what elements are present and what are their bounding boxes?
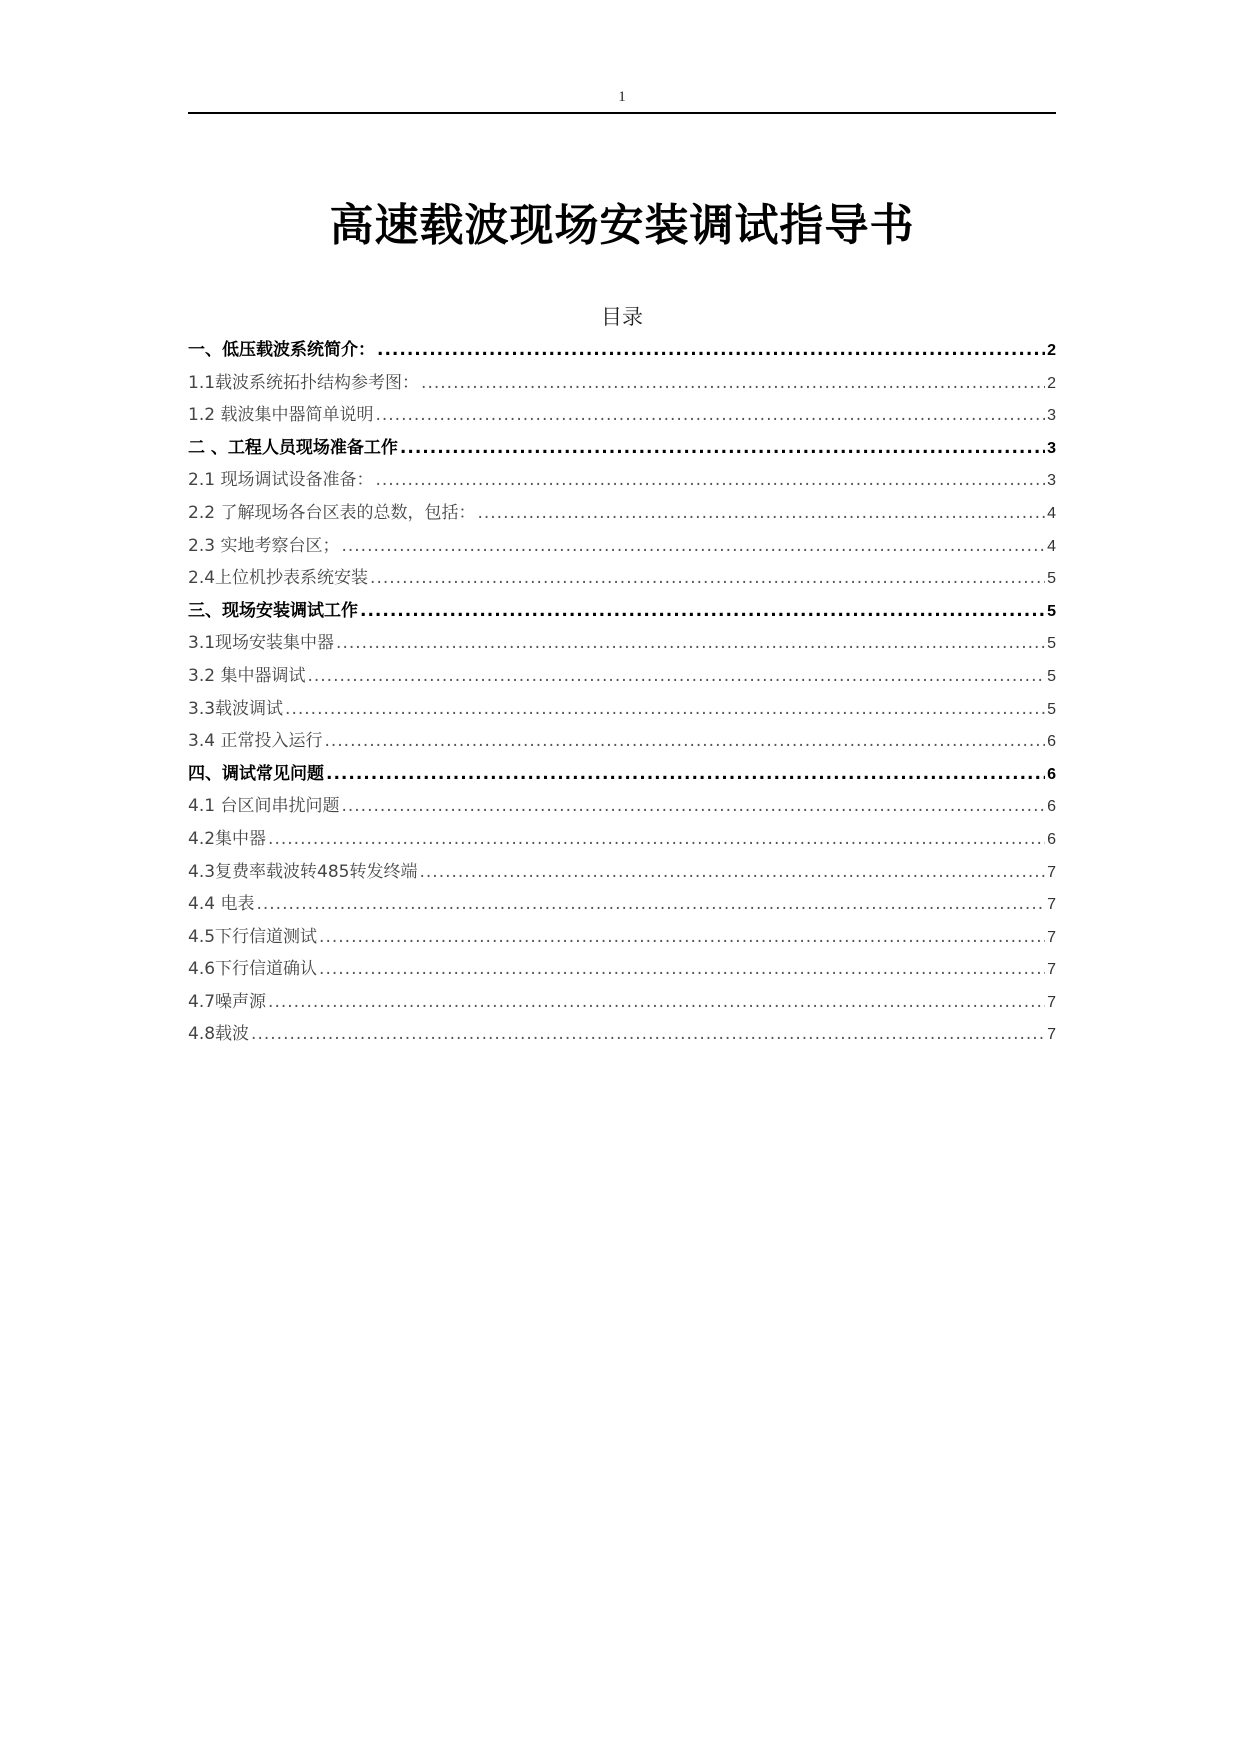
toc-entry[interactable] [188, 367, 1056, 400]
toc-entry-title: 3.4 正常投入运行 [188, 731, 323, 752]
toc-dot-leader [336, 627, 1045, 660]
toc-entry-title: 3.3载波调试 [188, 698, 284, 719]
toc-dot-leader [251, 1018, 1045, 1051]
toc-dot-leader [477, 497, 1045, 530]
toc-entry-title: 2.2 了解现场各台区表的总数，包括： [188, 502, 476, 523]
toc-entry[interactable] [188, 497, 1056, 530]
toc-dot-leader [375, 464, 1045, 497]
toc-entry[interactable] [188, 888, 1056, 921]
toc-entry[interactable] [188, 595, 1056, 628]
toc-entry-title: 1.1载波系统拓扑结构参考图： [188, 372, 420, 393]
toc-entry-page-number: 4 [1047, 537, 1056, 555]
toc-entry[interactable] [188, 725, 1056, 758]
toc-entry[interactable] [188, 562, 1056, 595]
toc-entry-title: 4.2集中器 [188, 828, 267, 849]
toc-entry-title: 4.3复费率载波转485转发终端 [188, 861, 418, 882]
toc-entry[interactable] [188, 758, 1056, 791]
toc-entry[interactable] [188, 986, 1056, 1019]
toc-entry-page-number: 5 [1047, 700, 1056, 718]
toc-dot-leader [307, 660, 1045, 693]
toc-entry-page-number: 5 [1047, 602, 1056, 620]
toc-dot-leader [268, 986, 1045, 1019]
toc-entry-title: 3.1现场安装集中器 [188, 633, 335, 654]
toc-entry-title: 2.4上位机抄表系统安装 [188, 568, 369, 589]
toc-entry[interactable] [188, 790, 1056, 823]
toc-entry-page-number: 7 [1047, 928, 1056, 946]
toc-entry[interactable] [188, 921, 1056, 954]
toc-dot-leader [285, 693, 1045, 726]
toc-entry-page-number: 5 [1047, 667, 1056, 685]
document-title: 高速载波现场安装调试指导书 [329, 200, 915, 251]
toc-entry[interactable] [188, 1018, 1056, 1051]
toc-dot-leader [419, 856, 1045, 889]
toc-entry-title: 4.7噪声源 [188, 991, 267, 1012]
toc-entry[interactable] [188, 432, 1056, 465]
toc-entry-title: 2.1 现场调试设备准备： [188, 470, 374, 491]
toc-entry-page-number: 5 [1047, 570, 1056, 588]
toc-entry-title: 4.8载波 [188, 1024, 250, 1045]
toc-entry-page-number: 4 [1047, 504, 1056, 522]
toc-dot-leader [341, 790, 1045, 823]
toc-entry-page-number: 7 [1047, 1026, 1056, 1044]
toc-entry-page-number: 3 [1047, 439, 1056, 457]
toc-entry-title: 2.3 实地考察台区； [188, 535, 340, 556]
toc-dot-leader [360, 595, 1045, 628]
page-number: 1 [618, 89, 626, 105]
toc-dot-leader [375, 399, 1045, 432]
table-of-contents [188, 334, 1056, 1051]
toc-entry-title: 4.4 电表 [188, 894, 255, 915]
toc-entry-page-number: 7 [1047, 896, 1056, 914]
toc-dot-leader [319, 953, 1045, 986]
toc-entry-page-number: 3 [1047, 407, 1056, 425]
toc-entry[interactable] [188, 693, 1056, 726]
toc-entry-title: 二 、工程人员现场准备工作 [188, 437, 398, 458]
toc-dot-leader [370, 562, 1045, 595]
toc-dot-leader [421, 367, 1045, 400]
toc-dot-leader [341, 530, 1045, 563]
toc-entry-page-number: 2 [1047, 374, 1056, 392]
toc-dot-leader [256, 888, 1045, 921]
toc-entry[interactable] [188, 334, 1056, 367]
toc-entry[interactable] [188, 856, 1056, 889]
toc-entry-page-number: 7 [1047, 961, 1056, 979]
toc-dot-leader [377, 334, 1045, 367]
toc-dot-leader [326, 758, 1045, 791]
toc-entry-title: 4.6下行信道确认 [188, 959, 318, 980]
toc-entry[interactable] [188, 530, 1056, 563]
toc-entry-title: 三、现场安装调试工作 [188, 600, 358, 621]
toc-entry-page-number: 6 [1047, 765, 1056, 783]
toc-entry-page-number: 5 [1047, 635, 1056, 653]
toc-entry-title: 4.5下行信道测试 [188, 926, 318, 947]
toc-entry-page-number: 7 [1047, 863, 1056, 881]
toc-entry[interactable] [188, 953, 1056, 986]
toc-entry-title: 4.1 台区间串扰问题 [188, 796, 340, 817]
toc-dot-leader [400, 432, 1045, 465]
toc-entry-page-number: 6 [1047, 798, 1056, 816]
toc-entry-page-number: 6 [1047, 830, 1056, 848]
toc-dot-leader [324, 725, 1045, 758]
toc-entry-page-number: 6 [1047, 733, 1056, 751]
toc-entry[interactable] [188, 399, 1056, 432]
toc-entry[interactable] [188, 464, 1056, 497]
toc-entry[interactable] [188, 823, 1056, 856]
toc-entry-title: 3.2 集中器调试 [188, 665, 306, 686]
toc-entry[interactable] [188, 660, 1056, 693]
toc-entry-title: 一、低压载波系统简介： [188, 340, 375, 360]
toc-entry-title: 1.2 载波集中器简单说明 [188, 405, 374, 426]
toc-dot-leader [268, 823, 1045, 856]
toc-entry-page-number: 3 [1047, 472, 1056, 490]
toc-entry-page-number: 7 [1047, 993, 1056, 1011]
toc-dot-leader [319, 921, 1045, 954]
page-header [188, 86, 1056, 114]
toc-heading: 目录 [601, 305, 643, 329]
toc-entry[interactable] [188, 627, 1056, 660]
toc-entry-title: 四、调试常见问题 [188, 763, 324, 784]
toc-entry-page-number: 2 [1047, 342, 1056, 359]
